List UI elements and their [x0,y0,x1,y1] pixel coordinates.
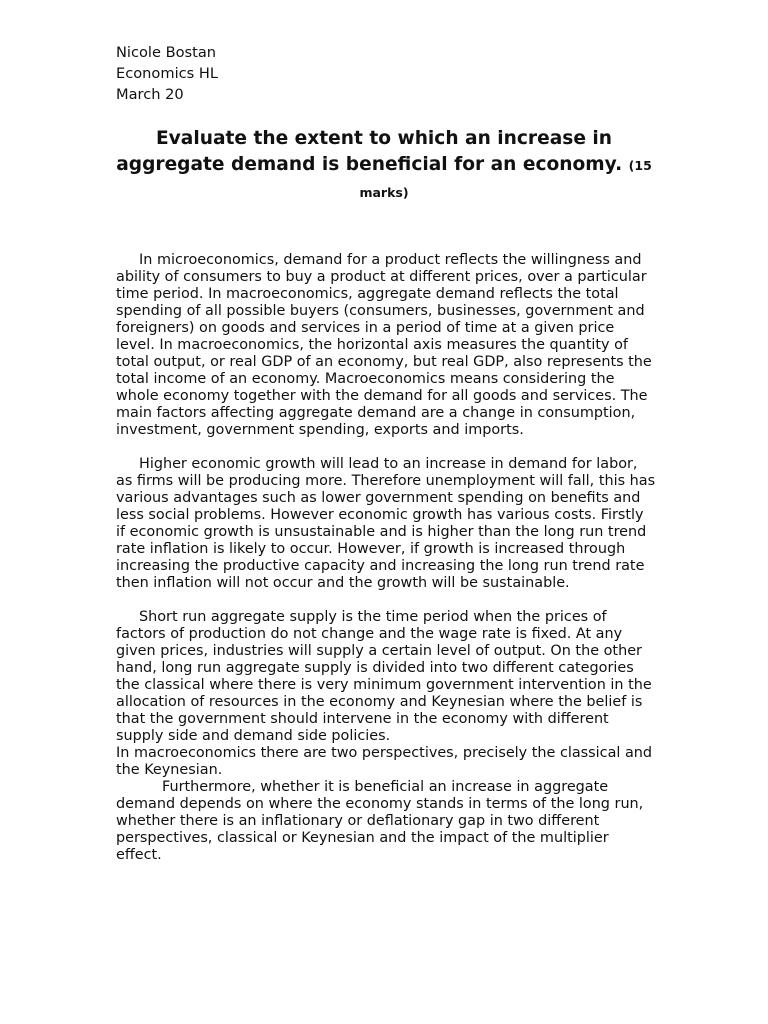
paragraph-aggregate-demand-definition: In microeconomics, demand for a product reflects the willingness and ability of consumers to buy a product at different prices, over a particular time period. In macroeconomics, aggregate demand reflects the total spending of all possible buyers (consumers, businesses, government and foreigners) on goods and services in a period of time at a given price level. In macroeconomics, the horizontal axis measures the quantity of total output, or real GDP of an economy, but real GDP, also represents the total income of an economy. Macroeconomics means considering the whole economy together with the demand for all goods and services. The main factors affecting aggregate demand are a change in consumption, investment, government spending, exports and imports. [116,252,652,438]
course-name: Economics HL [116,65,218,82]
essay-question: Evaluate the extent to which an increase in aggregate demand is beneficial for an economy. [116,128,623,175]
marks-label: (15 marks) [359,158,652,200]
paragraph-spacer [116,592,656,609]
paragraph-spacer [116,439,656,456]
paragraph-conclusion: Furthermore, whether it is beneficial an increase in aggregate demand depends on where the economy stands in terms of the long run, whether there is an inflationary or deflationary gap in two different perspectives, classical or Keynesian and the impact of the multiplier effect. [116,779,644,863]
essay-body [116,252,656,864]
author-name: Nicole Bostan [116,44,217,61]
paragraph-economic-growth: Higher economic growth will lead to an increase in demand for labor, as firms will be producing more. Therefore unemployment will fall, this has various advantages such as lower government spending on benefits and less social problems. However economic growth has various costs. Firstly if economic growth is unsustainable and is higher than the long run trend rate inflation is likely to occur. However, if growth is increased through increasing the productive capacity and increasing the long run trend rate then inflation will not occur and the growth will be sustainable. [116,456,656,591]
paragraph-aggregate-supply: Short run aggregate supply is the time period when the prices of factors of production do not change and the wage rate is fixed. At any given prices, industries will supply a certain level of output. On the other hand, long run aggregate supply is divided into two different categories the classical where there is very minimum government intervention in the allocation of resources in the economy and Keynesian where the belief is that the government should intervene in the economy with different supply side and demand side policies. [116,609,652,744]
essay-title [112,126,656,206]
document-date: March 20 [116,86,184,103]
document-header [116,42,218,105]
paragraph-perspectives: In macroeconomics there are two perspectives, precisely the classical and the Keynesian. [116,745,653,778]
